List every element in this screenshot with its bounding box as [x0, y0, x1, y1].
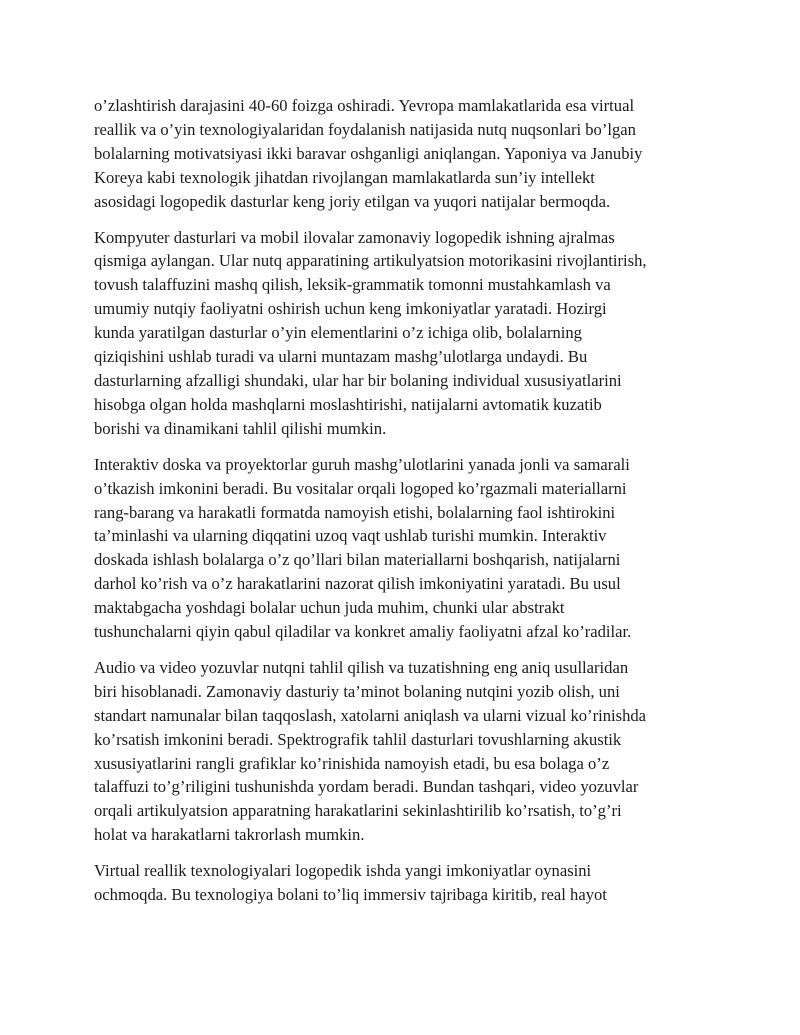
text-line: tushunchalarni qiyin qabul qiladilar va konkret amaliy faoliyatni afzal ko’radilar.	[94, 622, 632, 642]
text-line: reallik va o’yin texnologiyalaridan foydalanish natijasida nutq nuqsonlari bo’lgan	[94, 119, 636, 139]
text-line: qismiga aylangan. Ular nutq apparatining artikulyatsion motorikasini rivojlantirish,	[94, 251, 647, 271]
text-line: umumiy nutqiy faoliyatni oshirish uchun keng imkoniyatlar yaratadi. Hozirgi	[94, 299, 607, 319]
text-line: Kompyuter dasturlari va mobil ilovalar zamonaviy logopedik ishning ajralmas	[94, 227, 615, 247]
text-line: biri hisoblanadi. Zamonaviy dasturiy ta’minot bolaning nutqini yozib olish, uni	[94, 681, 620, 701]
paragraph-4	[94, 656, 708, 847]
paragraph-2	[94, 226, 708, 441]
document-body	[94, 94, 708, 919]
text-line: ko’rsatish imkonini beradi. Spektrografik tahlil dasturlari tovushlarning akustik	[94, 729, 622, 749]
text-line: talaffuzi to’g’riligini tushunishda yordam beradi. Bundan tashqari, video yozuvlar	[94, 777, 639, 797]
text-line: tovush talaffuzini mashq qilish, leksik-grammatik tomonni mustahkamlash va	[94, 275, 611, 295]
text-line: maktabgacha yoshdagi bolalar uchun juda muhim, chunki ular abstrakt	[94, 598, 565, 618]
text-line: Interaktiv doska va proyektorlar guruh mashg’ulotlarini yanada jonli va samarali	[94, 454, 630, 474]
paragraph-1	[94, 94, 708, 214]
text-line: standart namunalar bilan taqqoslash, xatolarni aniqlash va ularni vizual ko’rinishda	[94, 705, 647, 725]
text-line: bolalarning motivatsiyasi ikki baravar oshganligi aniqlangan. Yaponiya va Janubiy	[94, 143, 643, 163]
text-line: kunda yaratilgan dasturlar o’yin elementlarini o’z ichiga olib, bolalarning	[94, 323, 582, 343]
text-line: o’zlashtirish darajasini 40-60 foizga oshiradi. Yevropa mamlakatlarida esa virtual	[94, 96, 635, 115]
text-line: Audio va video yozuvlar nutqni tahlil qilish va tuzatishning eng aniq usullaridan	[94, 657, 629, 677]
text-line: borishi va dinamikani tahlil qilishi mumkin.	[94, 418, 387, 438]
text-line: qiziqishini ushlab turadi va ularni muntazam mashg’ulotlarga undaydi. Bu	[94, 347, 588, 367]
text-line: asosidagi logopedik dasturlar keng joriy etilgan va yuqori natijalar bermoqda.	[94, 191, 611, 211]
text-line: Virtual reallik texnologiyalari logopedik ishda yangi imkoniyatlar oynasini	[94, 861, 592, 881]
text-line: orqali artikulyatsion apparatning harakatlarini sekinlashtirilib ko’rsatish, to’g’ri	[94, 801, 622, 821]
text-line: darhol ko’rish va o’z harakatlarini nazorat qilish imkoniyatini yaratadi. Bu usul	[94, 574, 621, 594]
text-line: doskada ishlash bolalarga o’z qo’llari bilan materiallarni boshqarish, natijalarni	[94, 550, 621, 570]
text-line: Koreya kabi texnologik jihatdan rivojlangan mamlakatlarda sun’iy intellekt	[94, 167, 595, 187]
text-line: ta’minlashi va ularning diqqatini uzoq vaqt ushlab turishi mumkin. Interaktiv	[94, 526, 607, 546]
text-line: hisobga olgan holda mashqlarni moslashtirishi, natijalarni avtomatik kuzatib	[94, 394, 602, 414]
text-line: xususiyatlarini rangli grafiklar ko’rinishida namoyish etadi, bu esa bolaga o’z	[94, 753, 610, 773]
paragraph-3	[94, 453, 708, 644]
text-line: dasturlarning afzalligi shundaki, ular har bir bolaning individual xususiyatlarini	[94, 370, 622, 390]
paragraph-5	[94, 859, 708, 907]
text-line: rang-barang va harakatli formatda namoyish etishi, bolalarning faol ishtirokini	[94, 502, 616, 522]
text-line: ochmoqda. Bu texnologiya bolani to’liq immersiv tajribaga kiritib, real hayot	[94, 885, 607, 905]
text-line: o’tkazish imkonini beradi. Bu vositalar orqali logoped ko’rgazmali materiallarni	[94, 478, 627, 498]
text-line: holat va harakatlarni takrorlash mumkin.	[94, 825, 365, 845]
